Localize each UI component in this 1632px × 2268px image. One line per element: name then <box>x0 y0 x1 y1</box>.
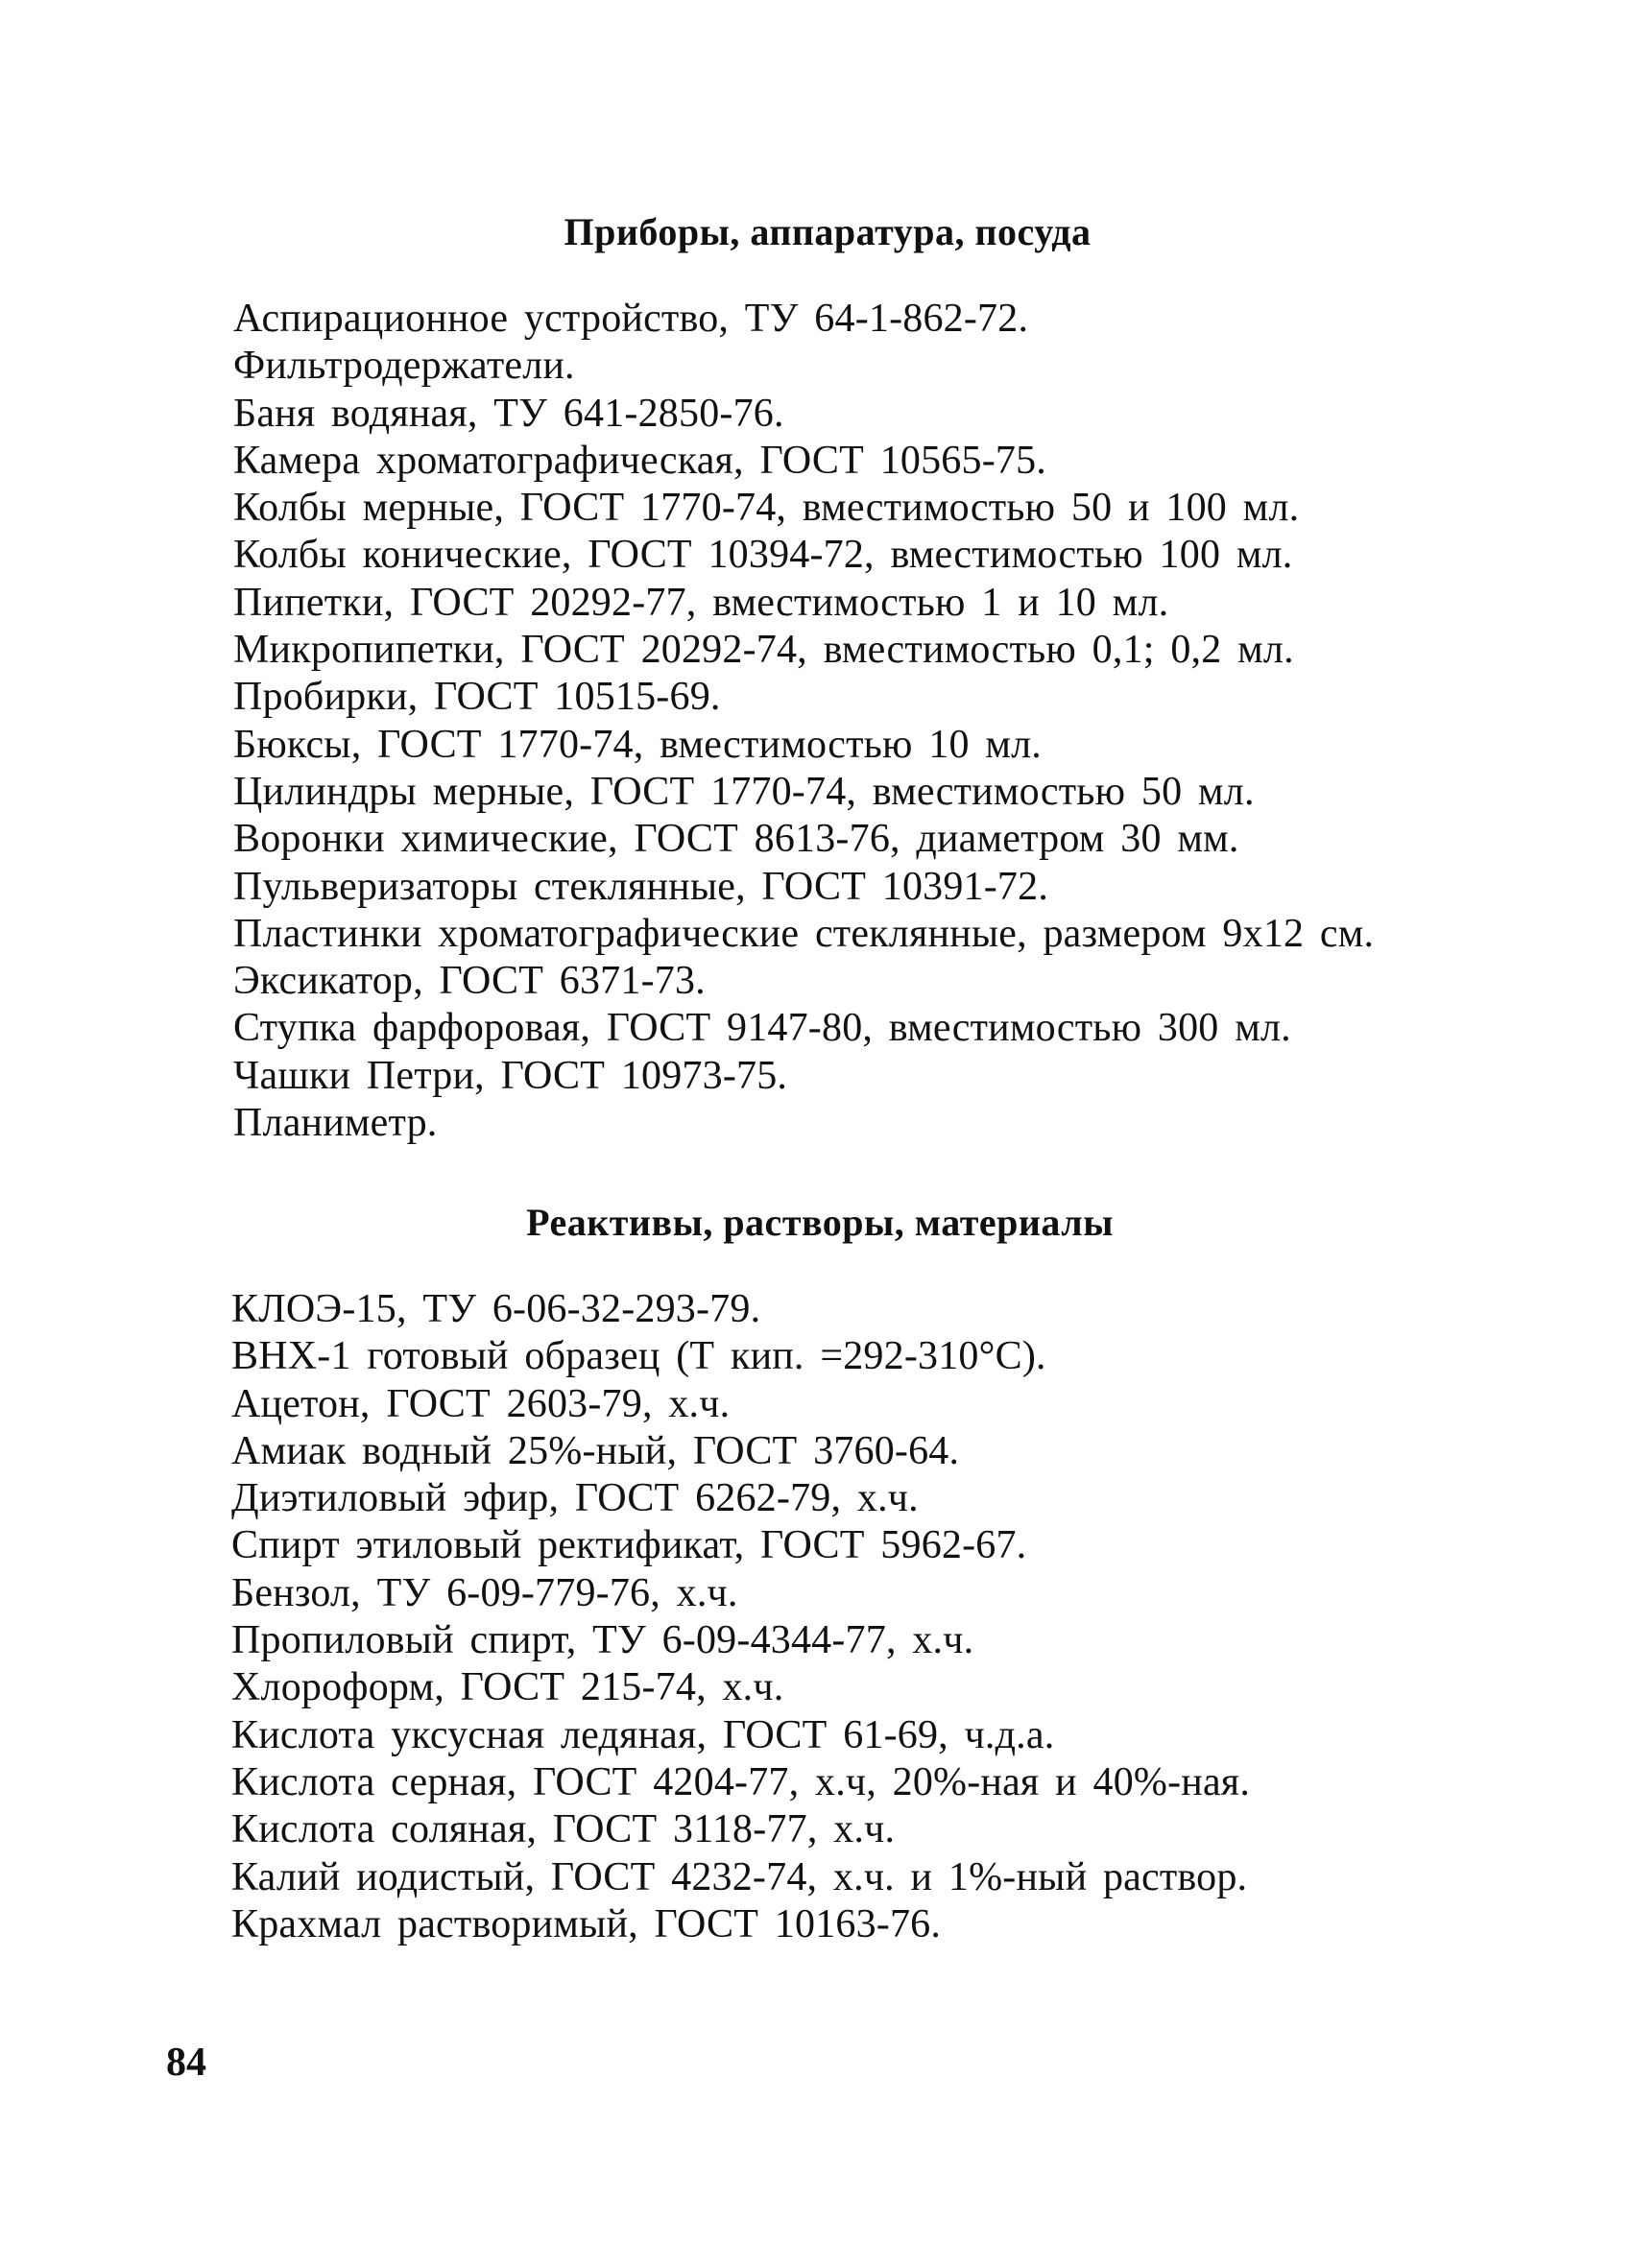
list-item: Планиметр. <box>233 1101 438 1146</box>
list-item: Пипетки, ГОСТ 20292-77, вместимостью 1 и 10 мл. <box>233 580 1169 625</box>
list-item: Спирт этиловый ректификат, ГОСТ 5962-67. <box>231 1523 1027 1568</box>
list-item: Колбы мерные, ГОСТ 1770-74, вместимостью 50 и 100 мл. <box>233 486 1300 531</box>
list-item: Фильтродержатели. <box>233 344 575 389</box>
list-item: Баня водяная, ТУ 641-2850-76. <box>233 391 784 436</box>
list-item: Диэтиловый эфир, ГОСТ 6262-79, х.ч. <box>231 1476 919 1521</box>
list-item: Цилиндры мерные, ГОСТ 1770-74, вместимостью 50 мл. <box>233 769 1255 814</box>
list-item: Микропипетки, ГОСТ 20292-74, вместимостью 0,1; 0,2 мл. <box>233 628 1294 673</box>
list-item: Ступка фарфоровая, ГОСТ 9147-80, вместимостью 300 мл. <box>233 1006 1291 1051</box>
list-item: Кислота серная, ГОСТ 4204-77, х.ч, 20%-ная и 40%-ная. <box>231 1759 1251 1804</box>
list-item: Кислота уксусная ледяная, ГОСТ 61-69, ч.д.а. <box>231 1712 1055 1757</box>
list-item: Камера хроматографическая, ГОСТ 10565-75. <box>233 438 1046 483</box>
list-item: Ацетон, ГОСТ 2603-79, х.ч. <box>231 1381 731 1426</box>
list-item: Пульверизаторы стеклянные, ГОСТ 10391-72. <box>233 864 1049 909</box>
list-item: Крахмал растворимый, ГОСТ 10163-76. <box>231 1901 942 1946</box>
list-item: ВНХ-1 готовый образец (Т кип. =292-310°С). <box>231 1334 1046 1379</box>
list-item: Бензол, ТУ 6-09-779-76, х.ч. <box>231 1570 738 1615</box>
section-heading-equipment: Приборы, аппаратура, посуда <box>564 210 1092 253</box>
list-item: Бюксы, ГОСТ 1770-74, вместимостью 10 мл. <box>233 722 1042 767</box>
list-item: Аспирационное устройство, ТУ 64-1-862-72. <box>233 297 1029 341</box>
list-item: Хлороформ, ГОСТ 215-74, х.ч. <box>231 1665 784 1710</box>
list-item: Калий иодистый, ГОСТ 4232-74, х.ч. и 1%-ный раствор. <box>231 1854 1248 1899</box>
section-heading-reagents: Реактивы, растворы, материалы <box>526 1201 1114 1244</box>
list-item: Пластинки хроматографические стеклянные, размером 9x12 см. <box>233 911 1375 956</box>
equipment-list <box>233 296 1374 1147</box>
list-item: Амиак водный 25%-ный, ГОСТ 3760-64. <box>231 1428 960 1473</box>
list-item: Кислота соляная, ГОСТ 3118-77, х.ч. <box>231 1807 896 1852</box>
page-number: 84 <box>166 2041 206 2085</box>
list-item: Воронки химические, ГОСТ 8613-76, диаметром 30 мм. <box>233 817 1239 862</box>
reagents-list <box>231 1286 1250 1948</box>
list-item: Колбы конические, ГОСТ 10394-72, вместимостью 100 мл. <box>233 533 1293 578</box>
list-item: Пробирки, ГОСТ 10515-69. <box>233 675 721 720</box>
list-item: Чашки Петри, ГОСТ 10973-75. <box>233 1053 788 1098</box>
list-item: Эксикатор, ГОСТ 6371-73. <box>233 959 706 1004</box>
list-item: Пропиловый спирт, ТУ 6-09-4344-77, х.ч. <box>231 1618 974 1663</box>
list-item: КЛОЭ-15, ТУ 6-06-32-293-79. <box>231 1287 761 1331</box>
